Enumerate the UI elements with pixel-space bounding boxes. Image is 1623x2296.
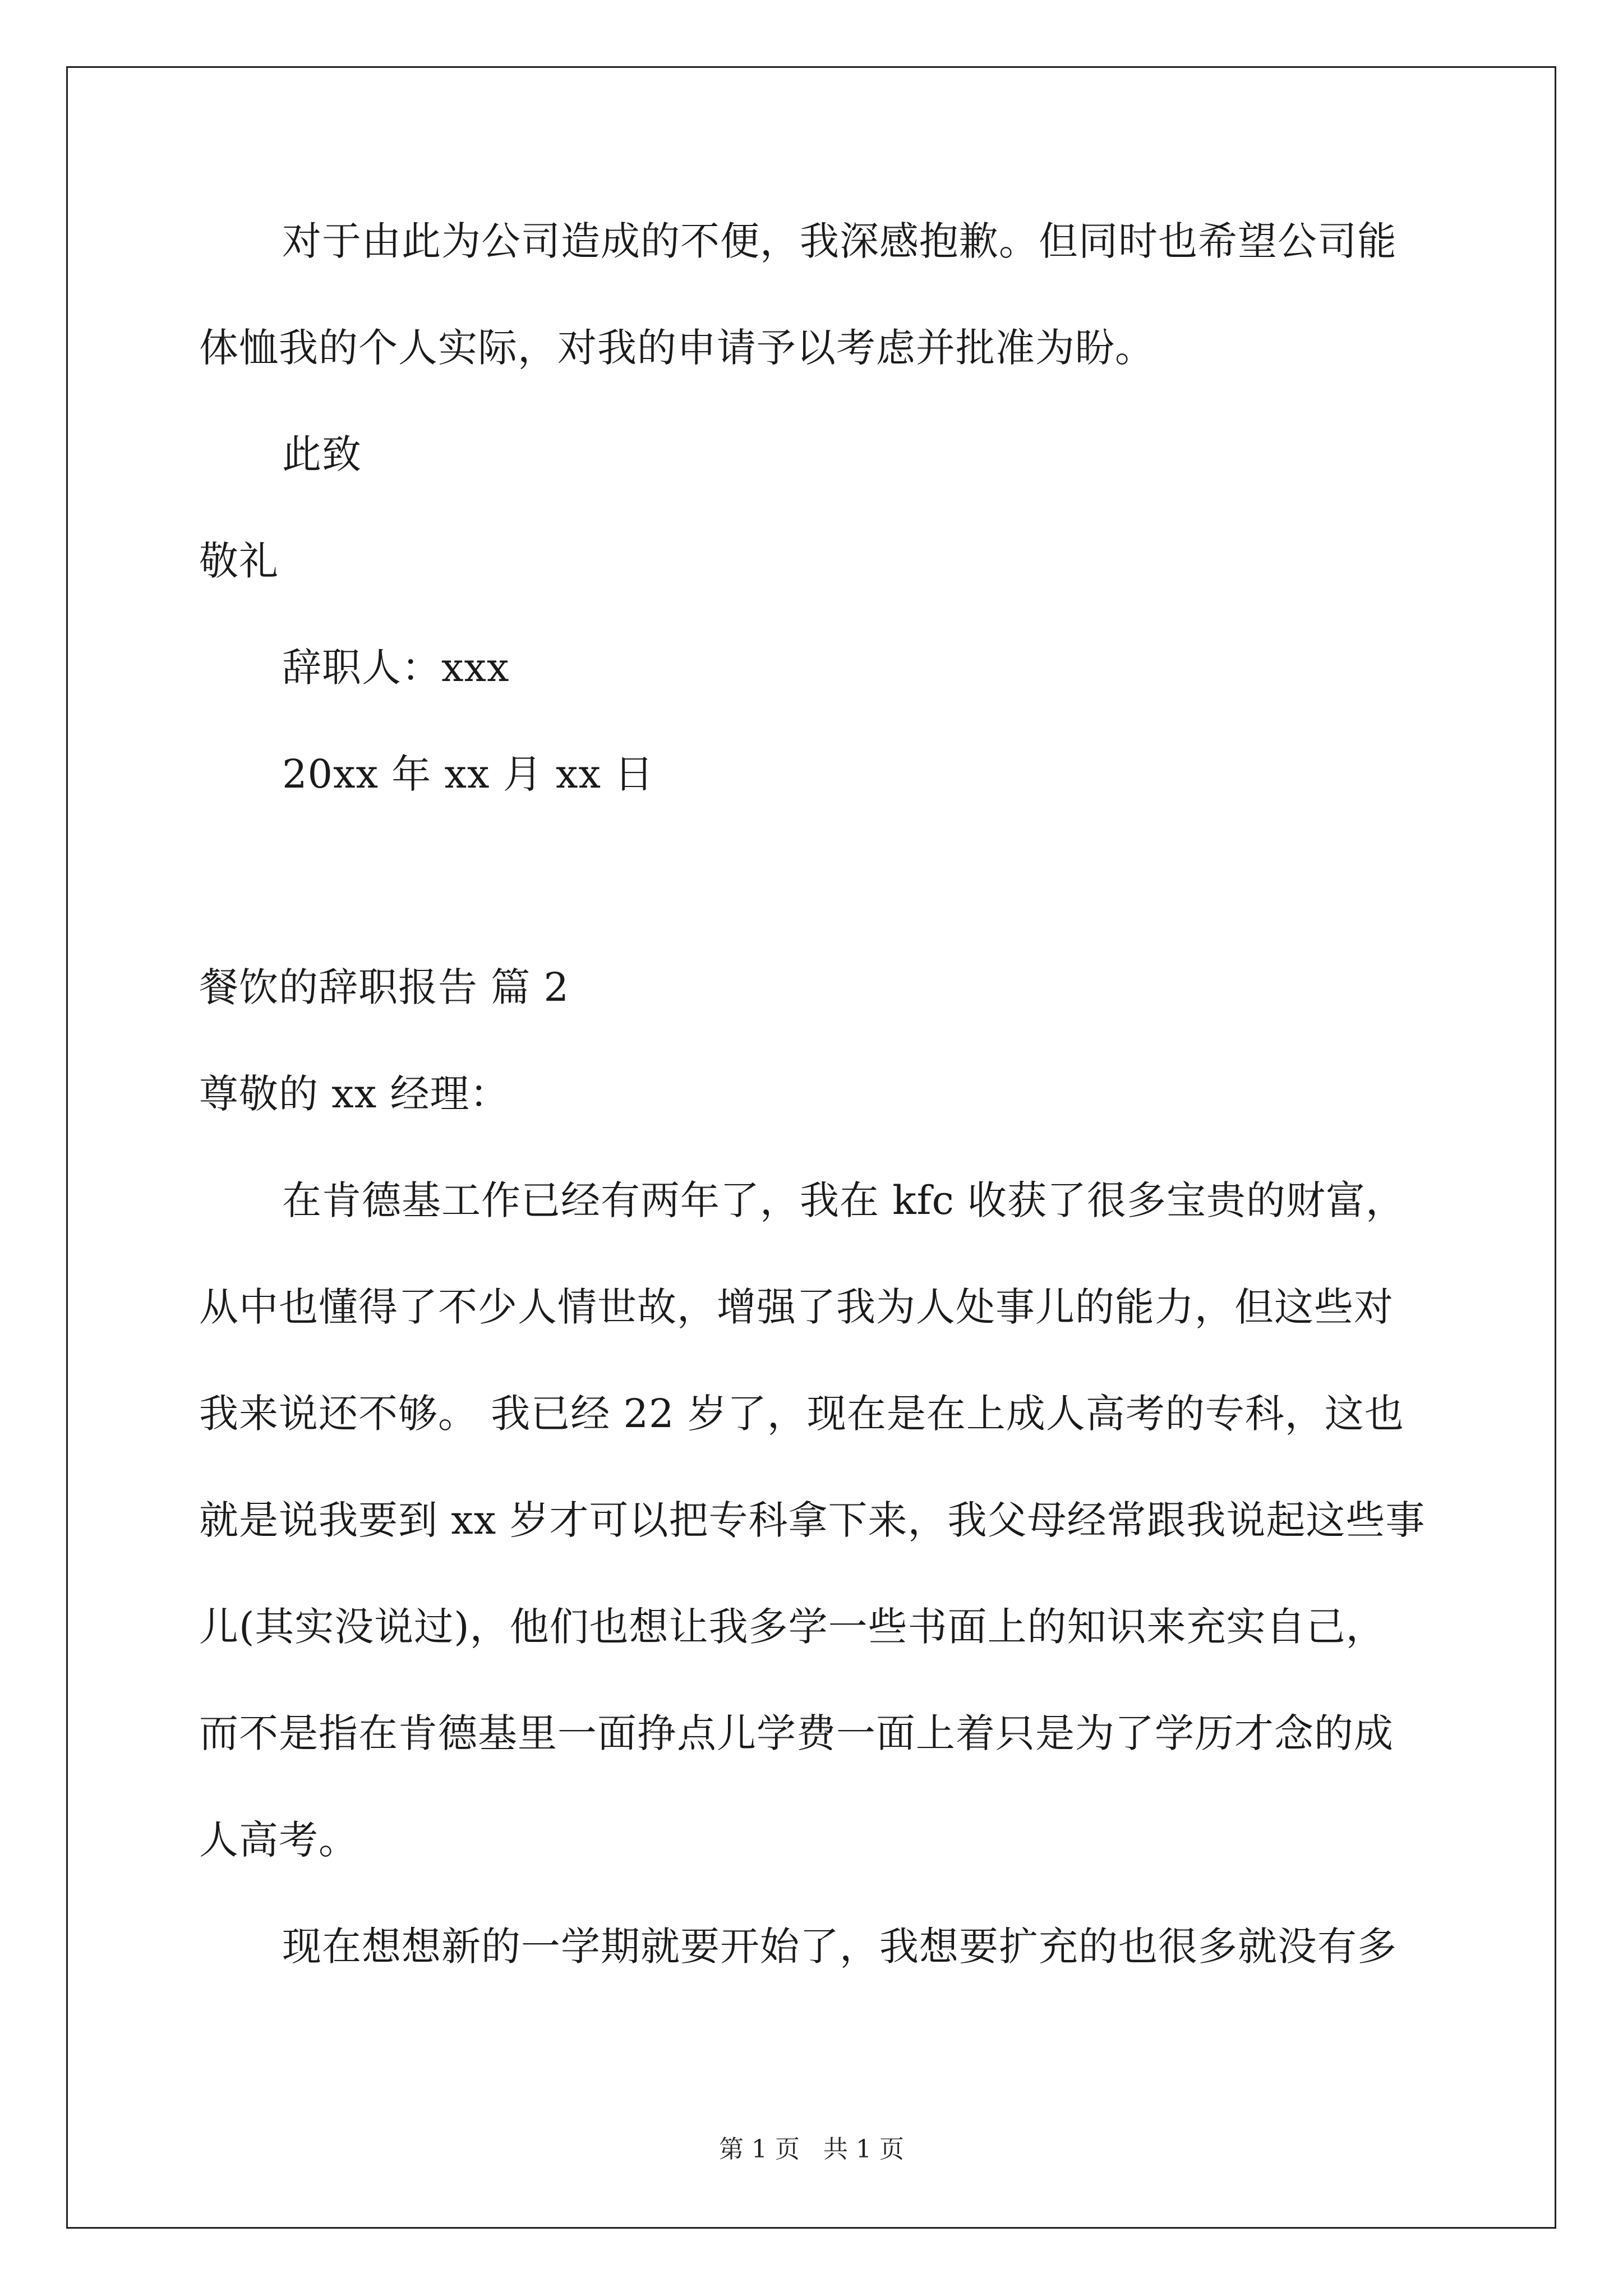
page-number-current: 第 1 页 [719,2135,800,2164]
paragraph-3-line-1: 现在想想新的一学期就要开始了，我想要扩充的也很多就没有多 [282,1924,1397,1970]
paragraph-1-line-1: 对于由此为公司造成的不便，我深感抱歉。但同时也希望公司能 [282,218,1397,264]
paragraph-2-line-3: 我来说还不够。 我已经 22 岁了，现在是在上成人高考的专科，这也 [199,1391,1404,1437]
paragraph-2-line-4: 就是说我要到 xx 岁才可以把专科拿下来，我父母经常跟我说起这些事 [199,1497,1426,1543]
page-border [66,66,1556,2229]
page-footer [0,2129,1623,2165]
closing-line-1: 此致 [282,431,362,477]
date-line: 20xx 年 xx 月 xx 日 [282,751,654,797]
paragraph-2-line-7: 人高考。 [199,1817,358,1863]
salutation: 尊敬的 xx 经理： [199,1071,510,1117]
paragraph-2-line-5: 儿(其实没说过)，他们也想让我多学一些书面上的知识来充实自己， [199,1604,1386,1650]
closing-line-2: 敬礼 [199,538,279,584]
paragraph-2-line-6: 而不是指在肯德基里一面挣点儿学费一面上着只是为了学历才念的成 [199,1710,1394,1756]
paragraph-2-line-2: 从中也懂得了不少人情世故，增强了我为人处事儿的能力，但这些对 [199,1284,1394,1330]
paragraph-1-line-2: 体恤我的个人实际，对我的申请予以考虑并批准为盼。 [199,325,1155,371]
paragraph-2-line-1: 在肯德基工作已经有两年了，我在 kfc 收获了很多宝贵的财富， [282,1177,1406,1223]
signer-line: 辞职人：xxx [282,645,510,691]
page-number-total: 共 1 页 [823,2135,904,2164]
section-title: 餐饮的辞职报告 篇 2 [199,964,570,1010]
